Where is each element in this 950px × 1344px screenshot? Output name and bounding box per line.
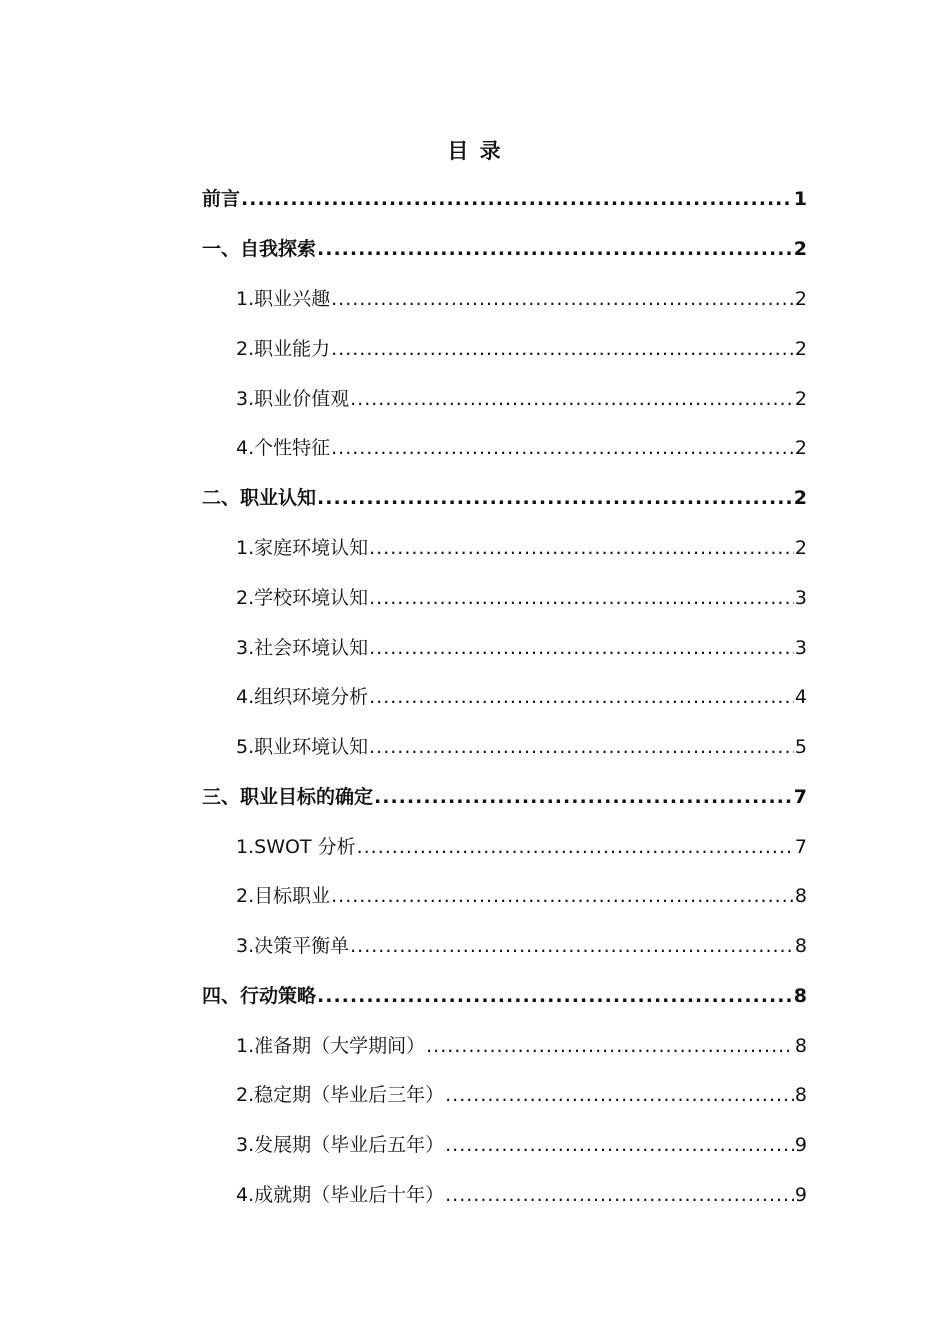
toc-entry-section[interactable] [236,680,807,714]
toc-dot-leader [331,431,794,465]
toc-dot-leader [445,1078,794,1112]
toc-entry-label: 2.学校环境认知 [236,587,369,609]
toc-page-number: 2 [794,338,807,360]
toc-page-number: 5 [794,736,807,758]
toc-entry-preface[interactable] [202,182,807,216]
toc-dot-leader [350,929,794,963]
toc-page-number: 2 [794,388,807,410]
toc-entry-label: 1.家庭环境认知 [236,537,369,559]
toc-entry-label: 1.SWOT 分析 [236,836,356,858]
toc-entry-label: 一、自我探索 [202,238,317,260]
toc-dot-leader [317,232,793,266]
toc-page-number: 8 [794,1035,807,1057]
toc-entry-label: 前言 [202,188,241,210]
toc-entry-section[interactable] [236,879,807,913]
toc-page-number: 8 [794,885,807,907]
toc-page-number: 1 [793,188,807,210]
toc-page-number: 7 [794,836,807,858]
toc-entry-section[interactable] [236,929,807,963]
toc-entry-label: 2.目标职业 [236,885,331,907]
toc-entry-section[interactable] [236,730,807,764]
toc-dot-leader [357,830,794,864]
toc-entry-section[interactable] [236,1128,807,1162]
toc-entry-label: 3.发展期（毕业后五年） [236,1134,445,1156]
toc-dot-leader [369,531,794,565]
toc-entry-label: 四、行动策略 [202,985,317,1007]
toc-entry-label: 3.职业价值观 [236,388,350,410]
toc-entry-label: 3.决策平衡单 [236,935,350,957]
toc-title: 目 录 [447,139,503,163]
toc-entry-section[interactable] [236,830,807,864]
toc-dot-leader [445,1128,794,1162]
toc-entry-label: 1.准备期（大学期间） [236,1035,426,1057]
toc-entry-section[interactable] [236,282,807,316]
toc-dot-leader [369,581,794,615]
toc-entry-label: 二、职业认知 [202,487,317,509]
toc-dot-leader [241,182,793,216]
toc-page-number: 2 [794,437,807,459]
toc-entry-section[interactable] [236,1078,807,1112]
toc-dot-leader [374,780,793,814]
toc-page-number: 3 [794,587,807,609]
toc-entry-label: 1.职业兴趣 [236,288,331,310]
toc-dot-leader [369,631,794,665]
toc-page-number: 7 [793,786,807,808]
toc-dot-leader [331,282,794,316]
toc-entry-label: 4.组织环境分析 [236,686,369,708]
toc-page-number: 2 [794,288,807,310]
toc-entry-chapter-3[interactable] [202,780,807,814]
toc-entry-label: 3.社会环境认知 [236,637,369,659]
toc-page-number: 9 [794,1184,807,1206]
toc-page-number: 8 [794,1084,807,1106]
toc-entry-section[interactable] [236,1178,807,1212]
toc-entry-label: 2.职业能力 [236,338,331,360]
toc-page-number: 8 [793,985,807,1007]
toc-dot-leader [369,730,794,764]
toc-entry-label: 4.成就期（毕业后十年） [236,1184,445,1206]
toc-entry-section[interactable] [236,431,807,465]
toc-dot-leader [350,382,794,416]
toc-page-number: 2 [793,238,807,260]
toc-entry-chapter-2[interactable] [202,481,807,515]
toc-dot-leader [317,481,793,515]
toc-dot-leader [445,1178,794,1212]
toc-entry-section[interactable] [236,1029,807,1063]
toc-entry-chapter-4[interactable] [202,979,807,1013]
toc-entry-section[interactable] [236,531,807,565]
toc-dot-leader [426,1029,794,1063]
toc-entry-chapter-1[interactable] [202,232,807,266]
toc-dot-leader [317,979,793,1013]
toc-page-number: 9 [794,1134,807,1156]
toc-entry-section[interactable] [236,332,807,366]
toc-entry-label: 4.个性特征 [236,437,331,459]
toc-entry-section[interactable] [236,581,807,615]
toc-page-number: 3 [794,637,807,659]
toc-page-number: 2 [793,487,807,509]
toc-entry-label: 5.职业环境认知 [236,736,369,758]
toc-entry-label: 2.稳定期（毕业后三年） [236,1084,445,1106]
toc-entry-section[interactable] [236,631,807,665]
toc-entry-section[interactable] [236,382,807,416]
toc-page-number: 4 [794,686,807,708]
toc-entry-label: 三、职业目标的确定 [202,786,374,808]
toc-dot-leader [331,332,794,366]
toc-dot-leader [331,879,794,913]
toc-page-number: 8 [794,935,807,957]
toc-page-number: 2 [794,537,807,559]
toc-dot-leader [369,680,794,714]
